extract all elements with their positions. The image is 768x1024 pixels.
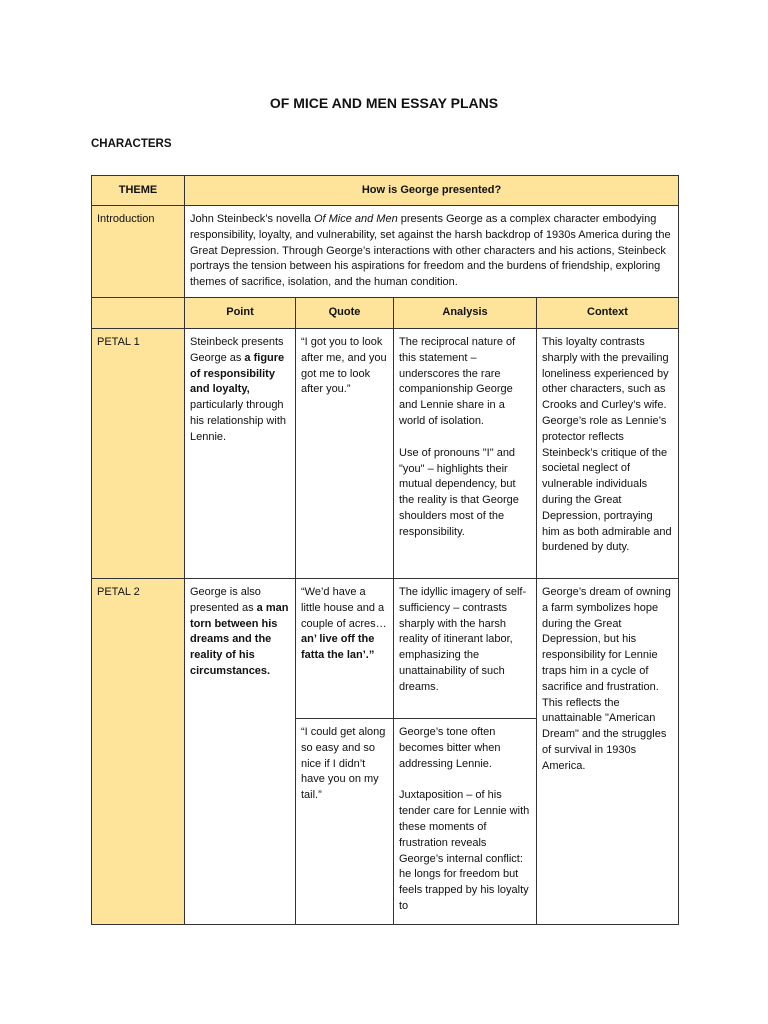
petal-1-label: PETAL 1 xyxy=(92,329,185,579)
petal-2-quote-2: “I could get along so easy and so nice if I didn’t have you on my tail.” xyxy=(296,719,394,925)
question-header-cell: How is George presented? xyxy=(185,176,679,206)
petal-1-quote: “I got you to look after me, and you got me to look after you.” xyxy=(296,329,394,579)
theme-header-cell: THEME xyxy=(92,176,185,206)
column-header-row xyxy=(92,298,679,329)
petal-1-row xyxy=(92,329,679,579)
petal-1-point: Steinbeck presents George as a figure of responsibility and loyalty, particularly through his relationship with Lennie. xyxy=(185,329,296,579)
petal-2-analysis-2-p1: George’s tone often becomes bitter when addressing Lennie. xyxy=(399,726,501,770)
introduction-text: John Steinbeck’s novella Of Mice and Men presents George as a complex character embodying responsibility, loyalty, and vulnerability, set against the harsh backdrop of 1930s America during the Great Depression. Through George’s interactions with other characters and his actions, Steinbeck portrays the tension between his aspirations for freedom and the burdens of friendship, exploring themes of sacrifice, isolation, and the human condition. xyxy=(185,206,679,298)
petal-1-analysis-p1: The reciprocal nature of this statement – underscores the rare companionship George and Lennie share in a world of isolation. xyxy=(399,336,516,427)
novel-title: Of Mice and Men xyxy=(313,213,398,225)
introduction-row xyxy=(92,206,679,298)
column-header-blank xyxy=(92,298,185,329)
introduction-label: Introduction xyxy=(92,206,185,298)
petal-2-analysis-1: The idyllic imagery of self-sufficiency – contrasts sharply with the harsh reality of itinerant labor, emphasizing the unattainability of such dreams. xyxy=(394,579,537,719)
petal-2-label: PETAL 2 xyxy=(92,579,185,925)
petal-2-analysis-2 xyxy=(394,719,537,925)
column-header-analysis: Analysis xyxy=(394,298,537,329)
petal-1-analysis xyxy=(394,329,537,579)
essay-plan-table xyxy=(91,175,679,925)
section-heading: CHARACTERS xyxy=(91,138,172,150)
page-title: OF MICE AND MEN ESSAY PLANS xyxy=(269,95,499,111)
column-header-quote: Quote xyxy=(296,298,394,329)
column-header-context: Context xyxy=(537,298,679,329)
petal-2-row-a xyxy=(92,579,679,719)
petal-1-analysis-p2: Use of pronouns "I" and "you" – highlights their mutual dependency, but the reality is that George shoulders most of the responsibility. xyxy=(399,446,519,538)
petal-2-context: George’s dream of owning a farm symbolizes hope during the Great Depression, but his responsibility for Lennie traps him in a cycle of sacrifice and frustration. This reflects the unattainable "American Dream" and the struggles of survival in 1930s America. xyxy=(537,579,679,925)
column-header-point: Point xyxy=(185,298,296,329)
table-header-row xyxy=(92,176,679,206)
petal-2-point: George is also presented as a man torn between his dreams and the reality of his circumstances. xyxy=(185,579,296,925)
petal-1-context: This loyalty contrasts sharply with the prevailing loneliness experienced by other characters, such as Crooks and Curley’s wife. George’s role as Lennie’s protector reflects Steinbeck’s critique of the societal neglect of vulnerable individuals during the Great Depression, portraying him as both admirable and burdened by duty. xyxy=(537,329,679,579)
petal-2-analysis-2-p2: Juxtaposition – of his tender care for Lennie with these moments of frustration reveals George’s internal conflict: he longs for freedom but feels trapped by his loyalty to xyxy=(399,789,530,912)
petal-2-quote-1: “We’d have a little house and a couple of acres…an’ live off the fatta the lan’.” xyxy=(296,579,394,719)
